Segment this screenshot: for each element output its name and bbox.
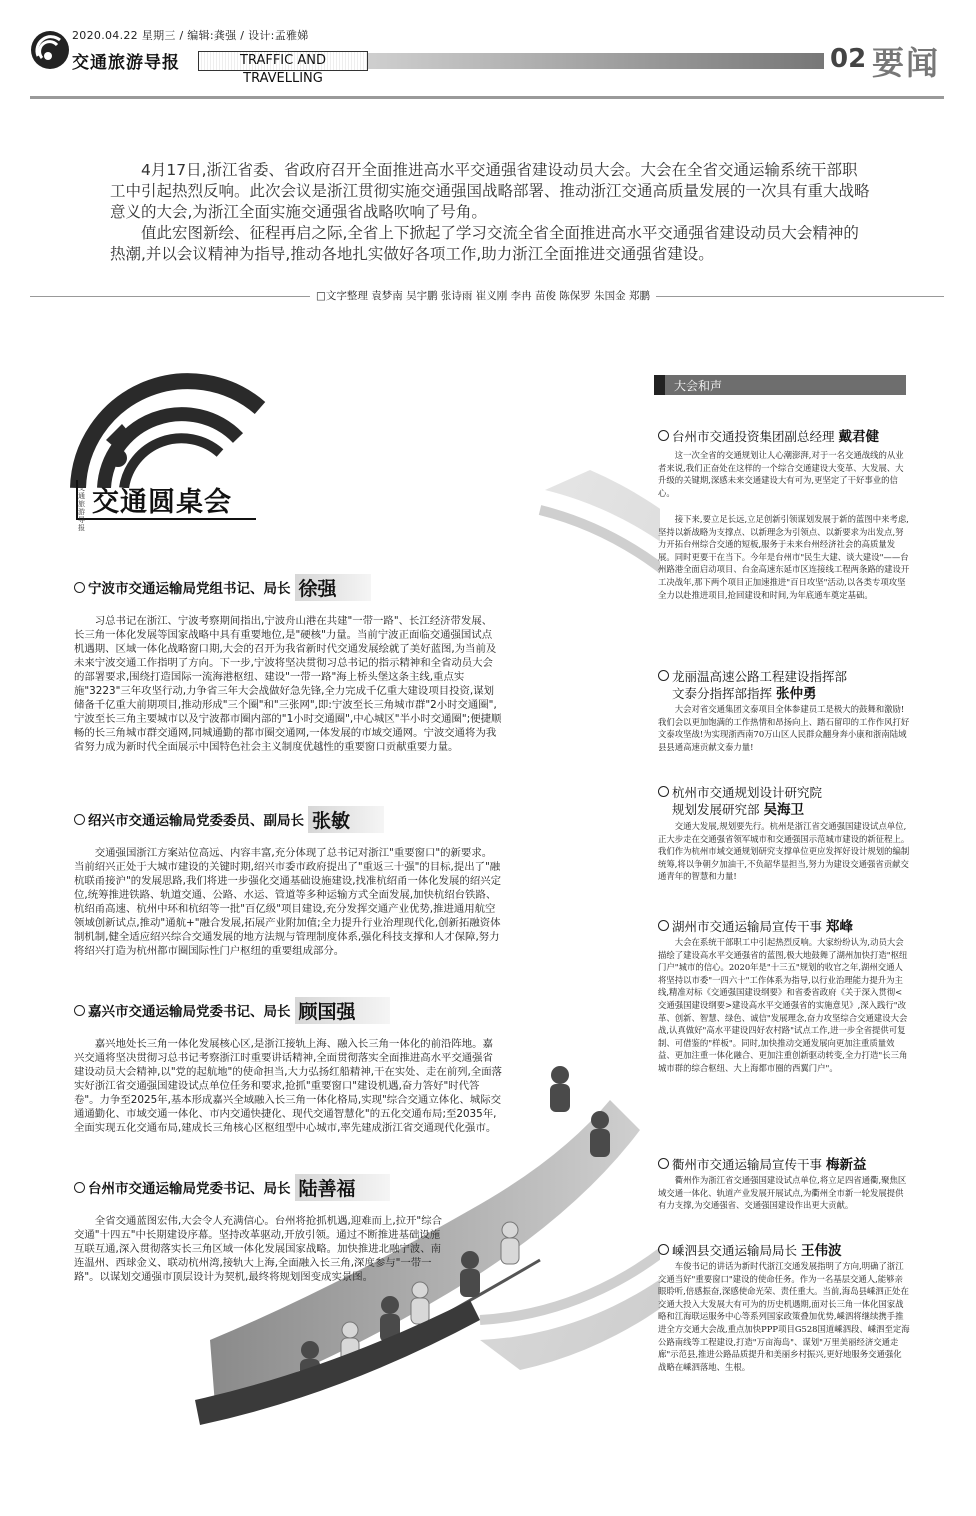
speaker-title: 文泰分指挥部指挥: [672, 686, 773, 701]
speaker-name: 王伟波: [801, 1243, 842, 1259]
speaker-name: 郑峰: [826, 919, 853, 935]
speaker-heading: [658, 1156, 914, 1174]
article-body: 嘉兴地处长三角一体化发展核心区,是浙江接轨上海、融入长三角一体化的前沿阵地。嘉兴交通将坚决贯彻习总书记考察浙江时重要讲话精神,全面贯彻落实全面推进高水平交通强省建设动员大会精神,以"党的起航地"的使命担当,大力弘扬红船精神,干在实处、走在前列,全面落实好浙江省交通强国建设试点单位任务和要求,抢抓"重要窗口"建设机遇,奋力答好"时代答卷"。力争至2025年,基本形成嘉兴全域融入长三角一体化格局,实现"综合交通立体化、城际交通通勤化、市域交通一体化、市内交通快捷化、现代交通智慧化"的五化交通布局;至2035年,全面实现五化交通布局,建成长三角核心区枢纽型中心城市,率先建成浙江省交通现代化强市。: [74, 1038, 503, 1134]
article-org: 绍兴市交通运输局党委委员、副局长: [88, 813, 304, 829]
article-heading: [74, 999, 390, 1021]
article-heading: [74, 808, 384, 830]
circle-bullet-icon: [658, 1244, 669, 1255]
speaker-paragraph: 车俊书记的讲话为新时代浙江交通发展指明了方向,明确了浙江交通当好"重要窗口"建设的使命任务。作为一名基层交通人,能够亲眼聆听,倍感振奋,深感使命光荣、责任重大。当前,海岛县嵊泗正处在交通大投入大发展大有可为的历史机遇期,面对长三角一体化国家战略和江海联运服务中心等系列国家政策叠加优势,嵊泗将继续携手推进全方交通大会战,重点加快PPP项目G528国道嵊泗段、嵊泗至定海公路南线等工程建设,打造"万亩海岛"、谋划"万里美丽经济交通走廊"示范县,推进公路品质提升和美丽乡村振兴,更好地服务交通强化战略在嵊泗落地、生根。: [658, 1261, 910, 1372]
header-block-icon: [654, 375, 665, 395]
speaker-paragraph: 衢州作为浙江省交通强国建设试点单位,将立足四省通衢,聚焦区域交通一体化、轨道产业发展开展试点,为衢州全市新一轮发展提供有力支撑,为交通强省、交通强国建设作出更大贡献。: [658, 1175, 907, 1211]
newspaper-logo-icon: [30, 30, 70, 70]
credit-line: □文字整理 袁梦南 吴宇鹏 张诗雨 崔义刚 李冉 苗俊 陈保罗 朱国金 郑鹏: [310, 288, 656, 303]
circle-bullet-icon: [658, 1158, 669, 1169]
page-number: 02: [830, 44, 867, 74]
speaker-title: 湖州市交通运输局宣传干事: [672, 919, 823, 934]
article-person-name: 顾国强: [295, 997, 390, 1024]
lead-text: [110, 160, 870, 265]
speaker-heading: [658, 428, 914, 446]
speaker-name: 张仲勇: [776, 686, 817, 702]
article-person-name: 徐强: [295, 574, 371, 601]
circle-bullet-icon: [658, 786, 669, 797]
speaker-heading: [658, 784, 914, 819]
section-title: 要闻: [872, 44, 941, 82]
circle-bullet-icon: [658, 920, 669, 931]
article-body: 全省交通蓝图宏伟,大会令人充满信心。台州将抢抓机遇,迎难而上,拉开"综合交通"十四五"中长期建设序幕。坚持改革驱动,开放引领。通过不断推进基础设施互联互通,深入贯彻落实长三角区域一体化发展国家战略。加快推进北融宁波、南连温州、西球金义、联动杭州湾,接轨大上海,全面融入长三角,深度参与"一带一路"。以谋划交通强市顶层设计为契机,最终将规划图变成实景图。: [74, 1215, 442, 1283]
speaker-title: 嵊泗县交通运输局局长: [672, 1243, 798, 1258]
paper-name-en: TRAFFIC AND TRAVELLING: [198, 51, 368, 71]
article-org: 宁波市交通运输局党组书记、局长: [88, 581, 291, 597]
right-column-title: 大会和声: [674, 379, 723, 393]
circle-bullet-icon: [658, 670, 669, 681]
circle-bullet-icon: [74, 1182, 85, 1193]
speaker-name: 梅新益: [826, 1157, 867, 1173]
paper-name: 交通旅游导报: [72, 53, 180, 73]
speaker-title: 规划发展研究部: [672, 802, 760, 817]
speaker-name: 吴海卫: [763, 802, 804, 818]
article-person-name: 陆善福: [295, 1174, 390, 1201]
circle-bullet-icon: [658, 430, 669, 441]
roundtable-small-label: 交通旅游导报: [78, 484, 85, 532]
article-heading: [74, 576, 371, 598]
speaker-title: 杭州市交通规划设计研究院: [672, 785, 823, 800]
speaker-heading: [658, 1242, 914, 1260]
circle-bullet-icon: [74, 582, 85, 593]
speaker-heading: [658, 918, 914, 936]
speaker-paragraph: 接下来,要立足长远,立足创新引领谋划发展于新的蓝图中来考虑,坚持以新战略为支撑点、以新理念为引领点、以新要求为出发点,努力开拓台州综合交通的短板,服务于未来台州经济社会的高质量发展。同时更要干在当下。今年是台州市"民生大建、谈大建设"——台州路港全面启动项目、台金高速东延市区连接线工程两条路的建设开工决战年,那下两个项目正加速推进"百日攻坚"活动,以各类专项攻坚全力以赴推进项目,抢回建设和时间,为年底通车奠定基础。: [658, 514, 910, 600]
circle-bullet-icon: [74, 814, 85, 825]
speaker-name: 戴君健: [838, 429, 879, 445]
speaker-heading: [658, 668, 914, 703]
speaker-title: 龙丽温高速公路工程建设指挥部: [672, 669, 848, 684]
speaker-paragraph: 大会对省交通集团文泰项目全体参建员工是极大的鼓舞和激励!我们会以更加饱满的工作热情和昂扬向上、踏石留印的工作作风打好文泰攻坚战!为实现浙西南70万山区人民群众翻身奔小康和浙南陆域县县通高速贡献文泰力量!: [658, 704, 910, 752]
lead-paragraph: 4月17日,浙江省委、省政府召开全面推进高水平交通强省建设动员大会。大会在全省交通运输系统干部职工中引起热烈反响。此次会议是浙江贯彻实施交通强国战略部署、推动浙江交通高质量发展的一次具有重大战略意义的大会,为浙江全面实施交通强省战略吹响了号角。: [110, 161, 870, 221]
article-body: 交通强国浙江方案站位高远、内容丰富,充分体现了总书记对浙江"重要窗口"的新要求。当前绍兴正处于大城市建设的关键时期,绍兴市委市政府提出了"重返三十强"的目标,提出了"融杭联甬接沪"的发展思路,我们将进一步强化交通基础设施建设,找准杭绍甬一体化发展的绍兴定位,统筹推进铁路、轨道交通、公路、水运、管道等多种运输方式全面发展,加快杭绍台铁路、杭绍甬高速、杭州中环和杭绍等一批"百亿级"项目建设,充分发挥交通产业优势,推进通用航空领域创新试点,推动"通航+"融合发展,拓展产业附加值;全力提升行业治理现代化,创新拓融资体制机制,健全适应绍兴综合交通发展的地方法规与管理制度体系,强化科技支撑和人才保障,努力将绍兴打造为杭州都市圈国际性门户枢纽的重要组成部分。: [74, 847, 502, 957]
speaker-paragraph: 这一次全省的交通规划让人心潮澎湃,对于一名交通战线的从业者来说,我们正奋处在这样的一个综合交通建设大变革、大发展、大升级的关键期,深感未来交通建设大有可为,更坚定了干好事业的信心。: [658, 450, 904, 498]
roundtable-title: 交通圆桌会: [92, 487, 232, 518]
article-body: 习总书记在浙江、宁波考察期间指出,宁波舟山港在共建"一带一路"、长江经济带发展、长三角一体化发展等国家战略中具有重要地位,是"硬核"力量。当前宁波正面临交通强国试点机遇期、区域一体化战略窗口期,大会的召开为我省新时代交通发展绘就了美好蓝图,为当前及未来宁波交通工作指明了方向。下一步,宁波将坚决贯彻习总书记的指示精神和全省动员大会的部署要求,围绕打造国际一流海港枢纽、建设"一带一路"海上桥头堡这条主线,重点实施"3223"三年攻坚行动,力争省三年大会战做好急先锋,全力完成千亿重大建设项目投资,谋划储备千亿重大前期项目,推动形成"三个圈"和"三张网",即:宁波至长三角城市群"2小时交通圈",宁波至长三角主要城市以及宁波都市圈内部的"1小时交通圈",中心城区"半小时交通圈";便捷顺畅的长三角城市群交通网,同城通勤的都市圈交通网,一体发展的市域交通网。宁波交通将为我省努力成为新时代全面展示中国特色社会主义制度优越性的重要窗口贡献重要力量。: [74, 615, 502, 753]
speaker-paragraph: 交通大发展,规划要先行。杭州是浙江省交通强国建设试点单位,正大步走在交通强省领军城市和交通强国示范城市建设的新征程上。我们作为杭州市域交通规划研究支撑单位更应发挥好设计规划的编制统筹,将以争朝夕加油干,不负韶华显担当,努力为建设交通强省贡献交通青年的智慧和力量!: [658, 821, 910, 882]
header-rule: [30, 96, 944, 99]
article-heading: [74, 1176, 390, 1198]
speaker-title: 衢州市交通运输局宣传干事: [672, 1157, 823, 1172]
speaker-paragraph: 大会在系统干部职工中引起热烈反响。大家纷纷认为,动员大会描绘了建设高水平交通强省的蓝图,极大地鼓舞了湖州加快打造"枢纽门户"城市的信心。2020年是"十三五"规划的收官之年,湖州交通人将坚持以市委"一四六十"工作体系为指导,以行业治理能力提升为主线,精准对标《交通强国建设纲要》和省委省政府《关于深入贯彻<交通强国建设纲要>建设高水平交通强省的实施意见》,深入践行"改革、创新、智慧、绿色、诚信"发展理念,奋力攻坚综合交通建设大会战,认真做好"高水平建设四好农村路"试点工作,进一步全省提供可复制、可借鉴的"样板"。同时,加快推动交通发展向更加注重质量效益、更加注重一体化融合、更加注重创新驱动转变,全力打造"长三角城市群的综合枢纽、大上海都市圈的西翼门户"。: [658, 937, 908, 1073]
article-org: 嘉兴市交通运输局党委书记、局长: [88, 1004, 291, 1020]
speaker-title: 台州市交通投资集团副总经理: [672, 429, 835, 444]
circle-bullet-icon: [74, 1005, 85, 1016]
issue-meta: 2020.04.22 星期三 / 编辑:龚强 / 设计:孟雅娣: [72, 29, 309, 42]
article-person-name: 张敏: [308, 806, 384, 833]
article-org: 台州市交通运输局党委书记、局长: [88, 1181, 291, 1197]
lead-paragraph: 值此宏图新绘、征程再启之际,全省上下掀起了学习交流全省全面推进高水平交通强省建设动员大会精神的热潮,并以会议精神为指导,推动各地扎实做好各项工作,助力浙江全面推进交通强省建设。: [110, 224, 859, 263]
right-column-header: [654, 375, 906, 395]
roundtable-logo-icon: [70, 368, 270, 488]
masthead-gradient-bar: [368, 53, 824, 69]
